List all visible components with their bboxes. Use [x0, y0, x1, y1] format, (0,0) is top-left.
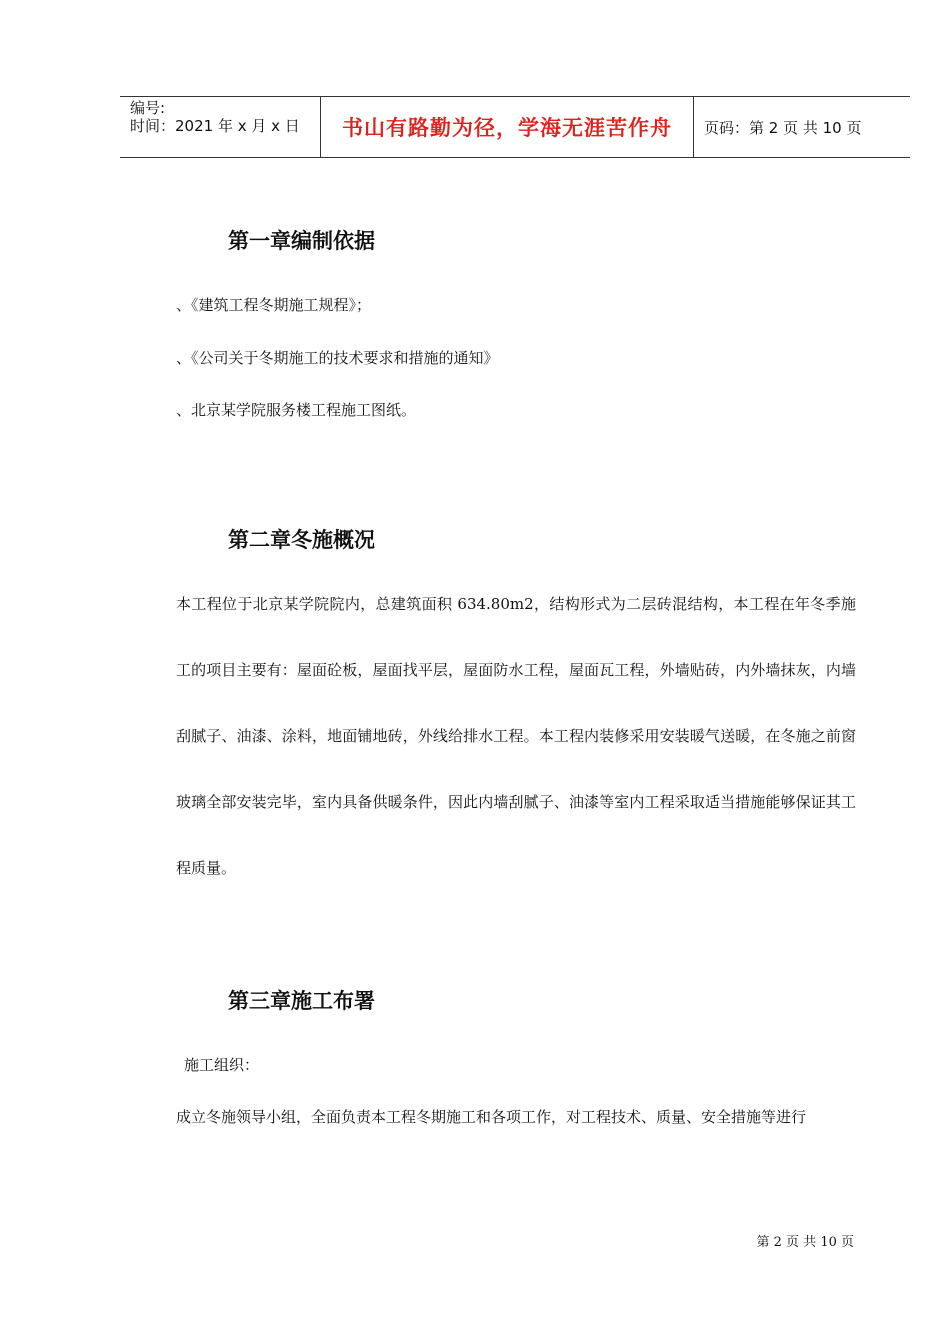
header-motto-cell — [321, 97, 694, 157]
time-label: 时间：2021 年 x 月 x 日 — [130, 117, 300, 135]
chapter-3-title: 第三章施工布署 — [228, 989, 375, 1013]
chapter-3-subheading: 施工组织： — [184, 1056, 260, 1074]
footer-page-number: 第 2 页 共 10 页 — [756, 1235, 854, 1250]
chapter-1-title: 第一章编制依据 — [228, 229, 375, 253]
basis-item-2: 、《公司关于冬期施工的技术要求和措施的通知》 — [176, 349, 499, 367]
header-page-label: 页码：第 2 页 共 10 页 — [704, 118, 862, 137]
basis-item-3: 、北京某学院服务楼工程施工图纸。 — [176, 401, 417, 419]
header-meta-cell — [120, 97, 321, 157]
basis-item-1: 、《建筑工程冬期施工规程》； — [176, 296, 372, 314]
chapter-2-paragraph: 本工程位于北京某学院院内，总建筑面积 634.80m2，结构形式为二层砖混结构，本工程在年冬季施工的项目主要有：屋面砼板，屋面找平层，屋面防水工程，屋面瓦工程，外墙贴砖，内外墙抹灰，内墙刮腻子、油漆、涂料，地面铺地砖，外线给排水工程。本工程内装修采用安装暖气送暖，在冬施之前窗玻璃全部安装完毕，室内具备供暖条件，因此内墙刮腻子、油漆等室内工程采取适当措施能够保证其工程质量。 — [176, 595, 856, 877]
motto-text: 书山有路勤为径，学海无涯苦作舟 — [342, 116, 672, 140]
header-page-cell — [694, 97, 910, 157]
serial-label: 编号: — [130, 99, 166, 117]
chapter-2-title: 第二章冬施概况 — [228, 528, 375, 552]
chapter-3-paragraph: 成立冬施领导小组，全面负责本工程冬期施工和各项工作，对工程技术、质量、安全措施等进行 — [176, 1108, 807, 1126]
page-header — [120, 96, 910, 158]
